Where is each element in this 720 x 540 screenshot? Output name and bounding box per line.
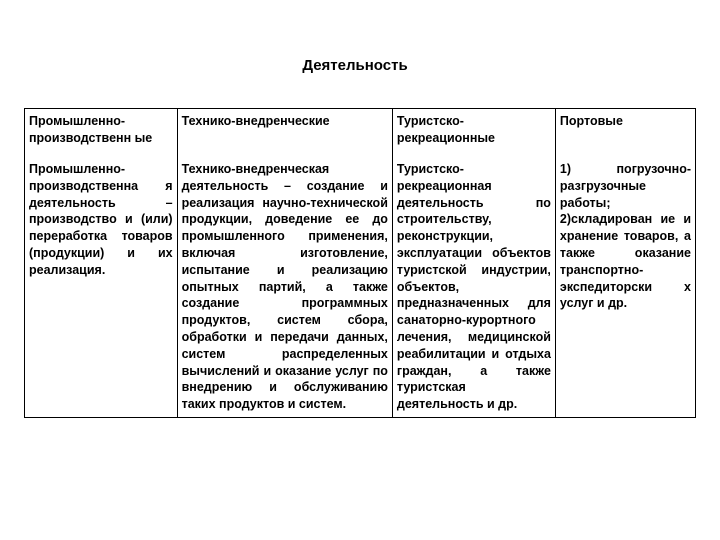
description-tourist-text: Туристско-рекреационная деятельность по строительству, реконструкции, эксплуатации объектов туристской индустрии, объектов, предназначенных для санаторно-курортного лечения, медицинской реабилитации и отдыха граждан, а также туристская деятельность и др. <box>396 162 551 412</box>
description-industrial-text: Промышленно-производственна я деятельность – производство и (или) переработка товаров (продукции) и их реализация. <box>29 162 173 277</box>
page-title: Деятельность <box>302 57 408 74</box>
header-port <box>555 109 695 162</box>
header-technical-label: Технико-внедренческие <box>181 114 330 128</box>
description-technical <box>177 161 392 417</box>
description-tourist <box>392 161 555 417</box>
description-port-text: 1) погрузочно-разгрузочные работы; 2)складирован ие и хранение товаров, а также оказание транспортно-экспедиторски х услуг и др. <box>559 162 691 311</box>
header-industrial-label: Промышленно-производственн ые <box>29 114 153 145</box>
description-port <box>555 161 695 417</box>
header-technical <box>177 109 392 162</box>
description-technical-text: Технико-внедренческая деятельность – создание и реализация научно-технической продукции, доведение ее до промышленного применения, включая изготовление, испытание и реализацию опытных партий, а также создание программных продуктов, систем сбора, обработки и передачи данных, систем распределенных вычислений и оказание услуг по внедрению и обслуживанию таких продуктов и систем. <box>181 162 388 412</box>
header-tourist-label: Туристско-рекреационные <box>396 114 496 145</box>
activity-types-table <box>24 108 696 418</box>
header-tourist <box>392 109 555 162</box>
description-industrial <box>25 161 178 417</box>
header-port-label: Портовые <box>559 114 623 128</box>
table-description-row <box>25 161 696 417</box>
table-header-row <box>25 109 696 162</box>
header-industrial <box>25 109 178 162</box>
